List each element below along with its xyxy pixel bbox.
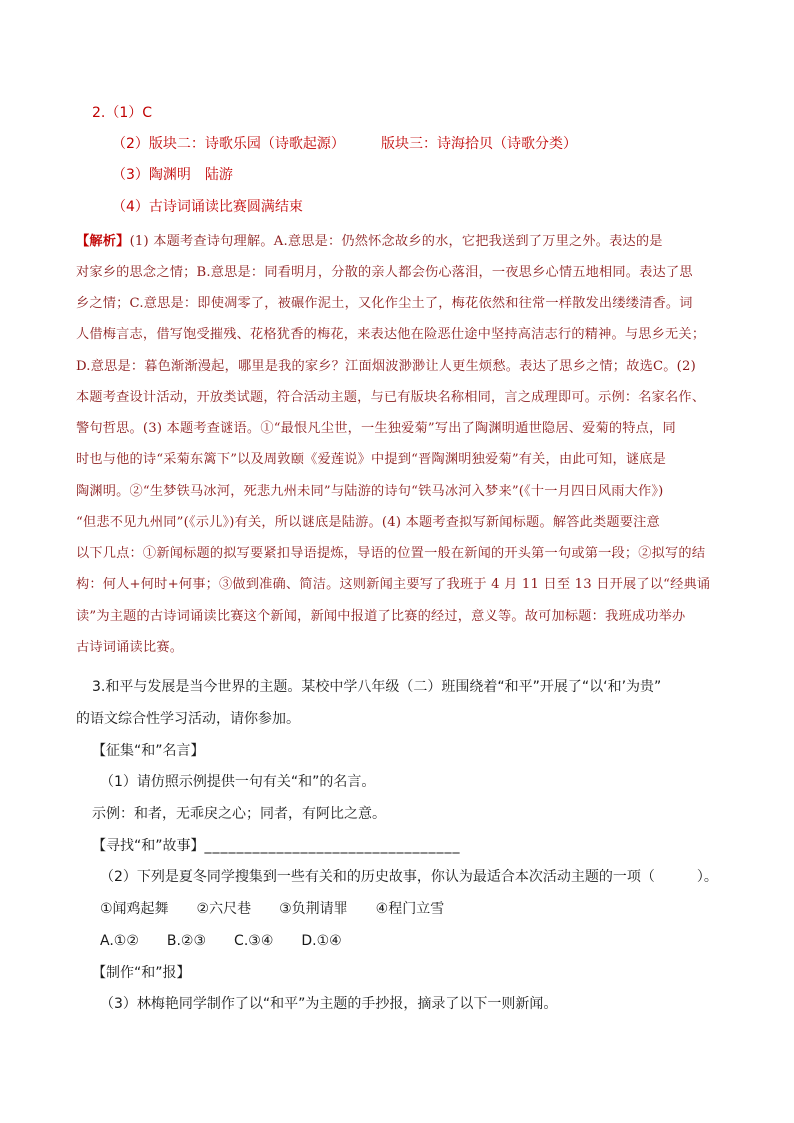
explanation-line xyxy=(76,292,693,311)
question-3-intro xyxy=(92,676,661,696)
explanation-text: 陶渊明。②“生梦铁马冰河，死悲九州未同”与陆游的诗句“铁马冰河入梦来”(《十一月四日风雨大作》) xyxy=(76,484,664,499)
story-options xyxy=(100,898,444,918)
answer-part-3: （3）陶渊明 陆游 xyxy=(112,167,233,183)
explanation-line xyxy=(76,636,183,655)
question-3-intro-text: 3.和平与发展是当今世界的主题。某校中学八年级（二）班围绕着“和平”开展了“以‘和’为贵” xyxy=(92,679,662,695)
explanation-text: 构：何人+何时+何事；③做到准确、简洁。这则新闻主要写了我班于 4 月 11 日至 13 日开展了以“经典诵 xyxy=(76,577,711,592)
explanation-text: 警句哲思。(3) 本题考查谜语。①“最恨凡尘世，一生独爱菊”写出了陶渊明遁世隐居、爱菊的特点，同 xyxy=(76,421,676,436)
section-title-stories-text: 【寻找“和”故事】 xyxy=(92,838,205,854)
answer-part-4: （4）古诗词诵读比赛圆满结束 xyxy=(112,199,303,215)
explanation-text: 以下几点：①新闻标题的拟写要紧扣导语提炼，导语的位置一般在新闻的开头第一句或第一段；②拟写的结 xyxy=(76,546,706,561)
explanation-line xyxy=(76,323,705,342)
explanation-line xyxy=(76,511,660,530)
explanation-text: 本题考查设计活动，开放类试题，符合活动主题，与已有版块名称相同，言之成理即可。示例：名家名作、 xyxy=(76,390,706,405)
answer-line-2b xyxy=(381,133,577,153)
explanation-text: (1) 本题考查诗句理解。A.意思是：仍然怀念故乡的水，它把我送到了万里之外。表达的是 xyxy=(129,234,663,249)
answer-number: 2. xyxy=(92,105,106,121)
explanation-line xyxy=(76,542,705,561)
section-title-newspaper xyxy=(92,962,191,982)
section-title-quotes xyxy=(92,740,205,760)
section-title-newspaper-text: 【制作“和”报】 xyxy=(92,965,191,981)
explanation-line xyxy=(76,355,696,374)
example-text: 示例：和者，无乖戾之心；同者，有阿比之意。 xyxy=(92,806,386,822)
explanation-tag: 【解析】 xyxy=(76,234,130,249)
explanation-text: 人借梅言志，借写饱受摧残、花格犹香的梅花，来表达他在险恶仕途中坚持高洁志行的精神。与思乡无关； xyxy=(76,327,706,342)
question-3-3-text: （3）林梅艳同学制作了以“和平”为主题的手抄报，摘录了以下一则新闻。 xyxy=(100,996,558,1012)
question-3-1 xyxy=(100,771,375,791)
explanation-text: “但悲不见九州同”(《示儿》)有关，所以谜底是陆游。(4) 本题考查拟写新闻标题。解答此类题要注意 xyxy=(76,515,660,530)
explanation-text: D.意思是：暮色渐渐漫起，哪里是我的家乡？江面烟波渺渺让人更生烦愁。表达了思乡之情；故选C。(2) xyxy=(76,359,696,374)
question-3-2-text: （2）下列是夏冬同学搜集到一些有关和的历史故事，你认为最适合本次活动主题的一项（ ）。 xyxy=(100,869,718,885)
story-options-text: ①闻鸡起舞 ②六尺巷 ③负荆请罪 ④程门立雪 xyxy=(100,901,445,917)
explanation-line xyxy=(76,230,663,249)
explanation-text: 时也与他的诗“采菊东篱下”以及周敦颐《爱莲说》中提到“晋陶渊明独爱菊”有关，由此可知，谜底是 xyxy=(76,452,667,467)
answer-blank[interactable]: ________________________________ xyxy=(204,838,461,854)
question-3-intro-cont xyxy=(76,708,300,728)
answer-choices xyxy=(100,930,342,950)
answer-line-3 xyxy=(112,164,233,184)
answer-part-1: （1）C xyxy=(105,105,153,121)
answer-part-2b: 版块三：诗海拾贝（诗歌分类） xyxy=(381,136,577,152)
explanation-text: 乡之情；C.意思是：即使凋零了，被碾作泥土，又化作尘土了，梅花依然和往常一样散发出缕缕清香。词 xyxy=(76,296,693,311)
answer-line-4 xyxy=(112,196,303,216)
section-title-quotes-text: 【征集“和”名言】 xyxy=(92,743,205,759)
explanation-text: 读”为主题的古诗词诵读比赛这个新闻，新闻中报道了比赛的经过，意义等。故可加标题：我班成功举办 xyxy=(76,609,686,624)
explanation-line xyxy=(76,261,693,280)
explanation-line xyxy=(76,480,664,499)
section-title-stories xyxy=(92,835,461,855)
explanation-line xyxy=(76,448,666,467)
question-3-1-text: （1）请仿照示例提供一句有关“和”的名言。 xyxy=(100,774,376,790)
explanation-line xyxy=(76,417,676,436)
answer-line-2 xyxy=(112,133,345,153)
question-3-2 xyxy=(100,866,718,886)
explanation-line xyxy=(76,386,705,405)
question-3-3 xyxy=(100,993,557,1013)
example-line xyxy=(92,803,386,823)
explanation-text: 对家乡的思念之情；B.意思是：同看明月，分散的亲人都会伤心落泪，一夜思乡心情五地相同。表达了思 xyxy=(76,265,693,280)
explanation-text: 古诗词诵读比赛。 xyxy=(76,640,184,655)
answer-choices-text: A.①② B.②③ C.③④ D.①④ xyxy=(100,933,342,949)
answer-line-1 xyxy=(92,102,152,122)
answer-part-2a: （2）版块二：诗歌乐园（诗歌起源） xyxy=(112,136,345,152)
question-3-intro-text-2: 的语文综合性学习活动，请你参加。 xyxy=(76,711,300,727)
explanation-line xyxy=(76,573,710,592)
explanation-line xyxy=(76,605,685,624)
